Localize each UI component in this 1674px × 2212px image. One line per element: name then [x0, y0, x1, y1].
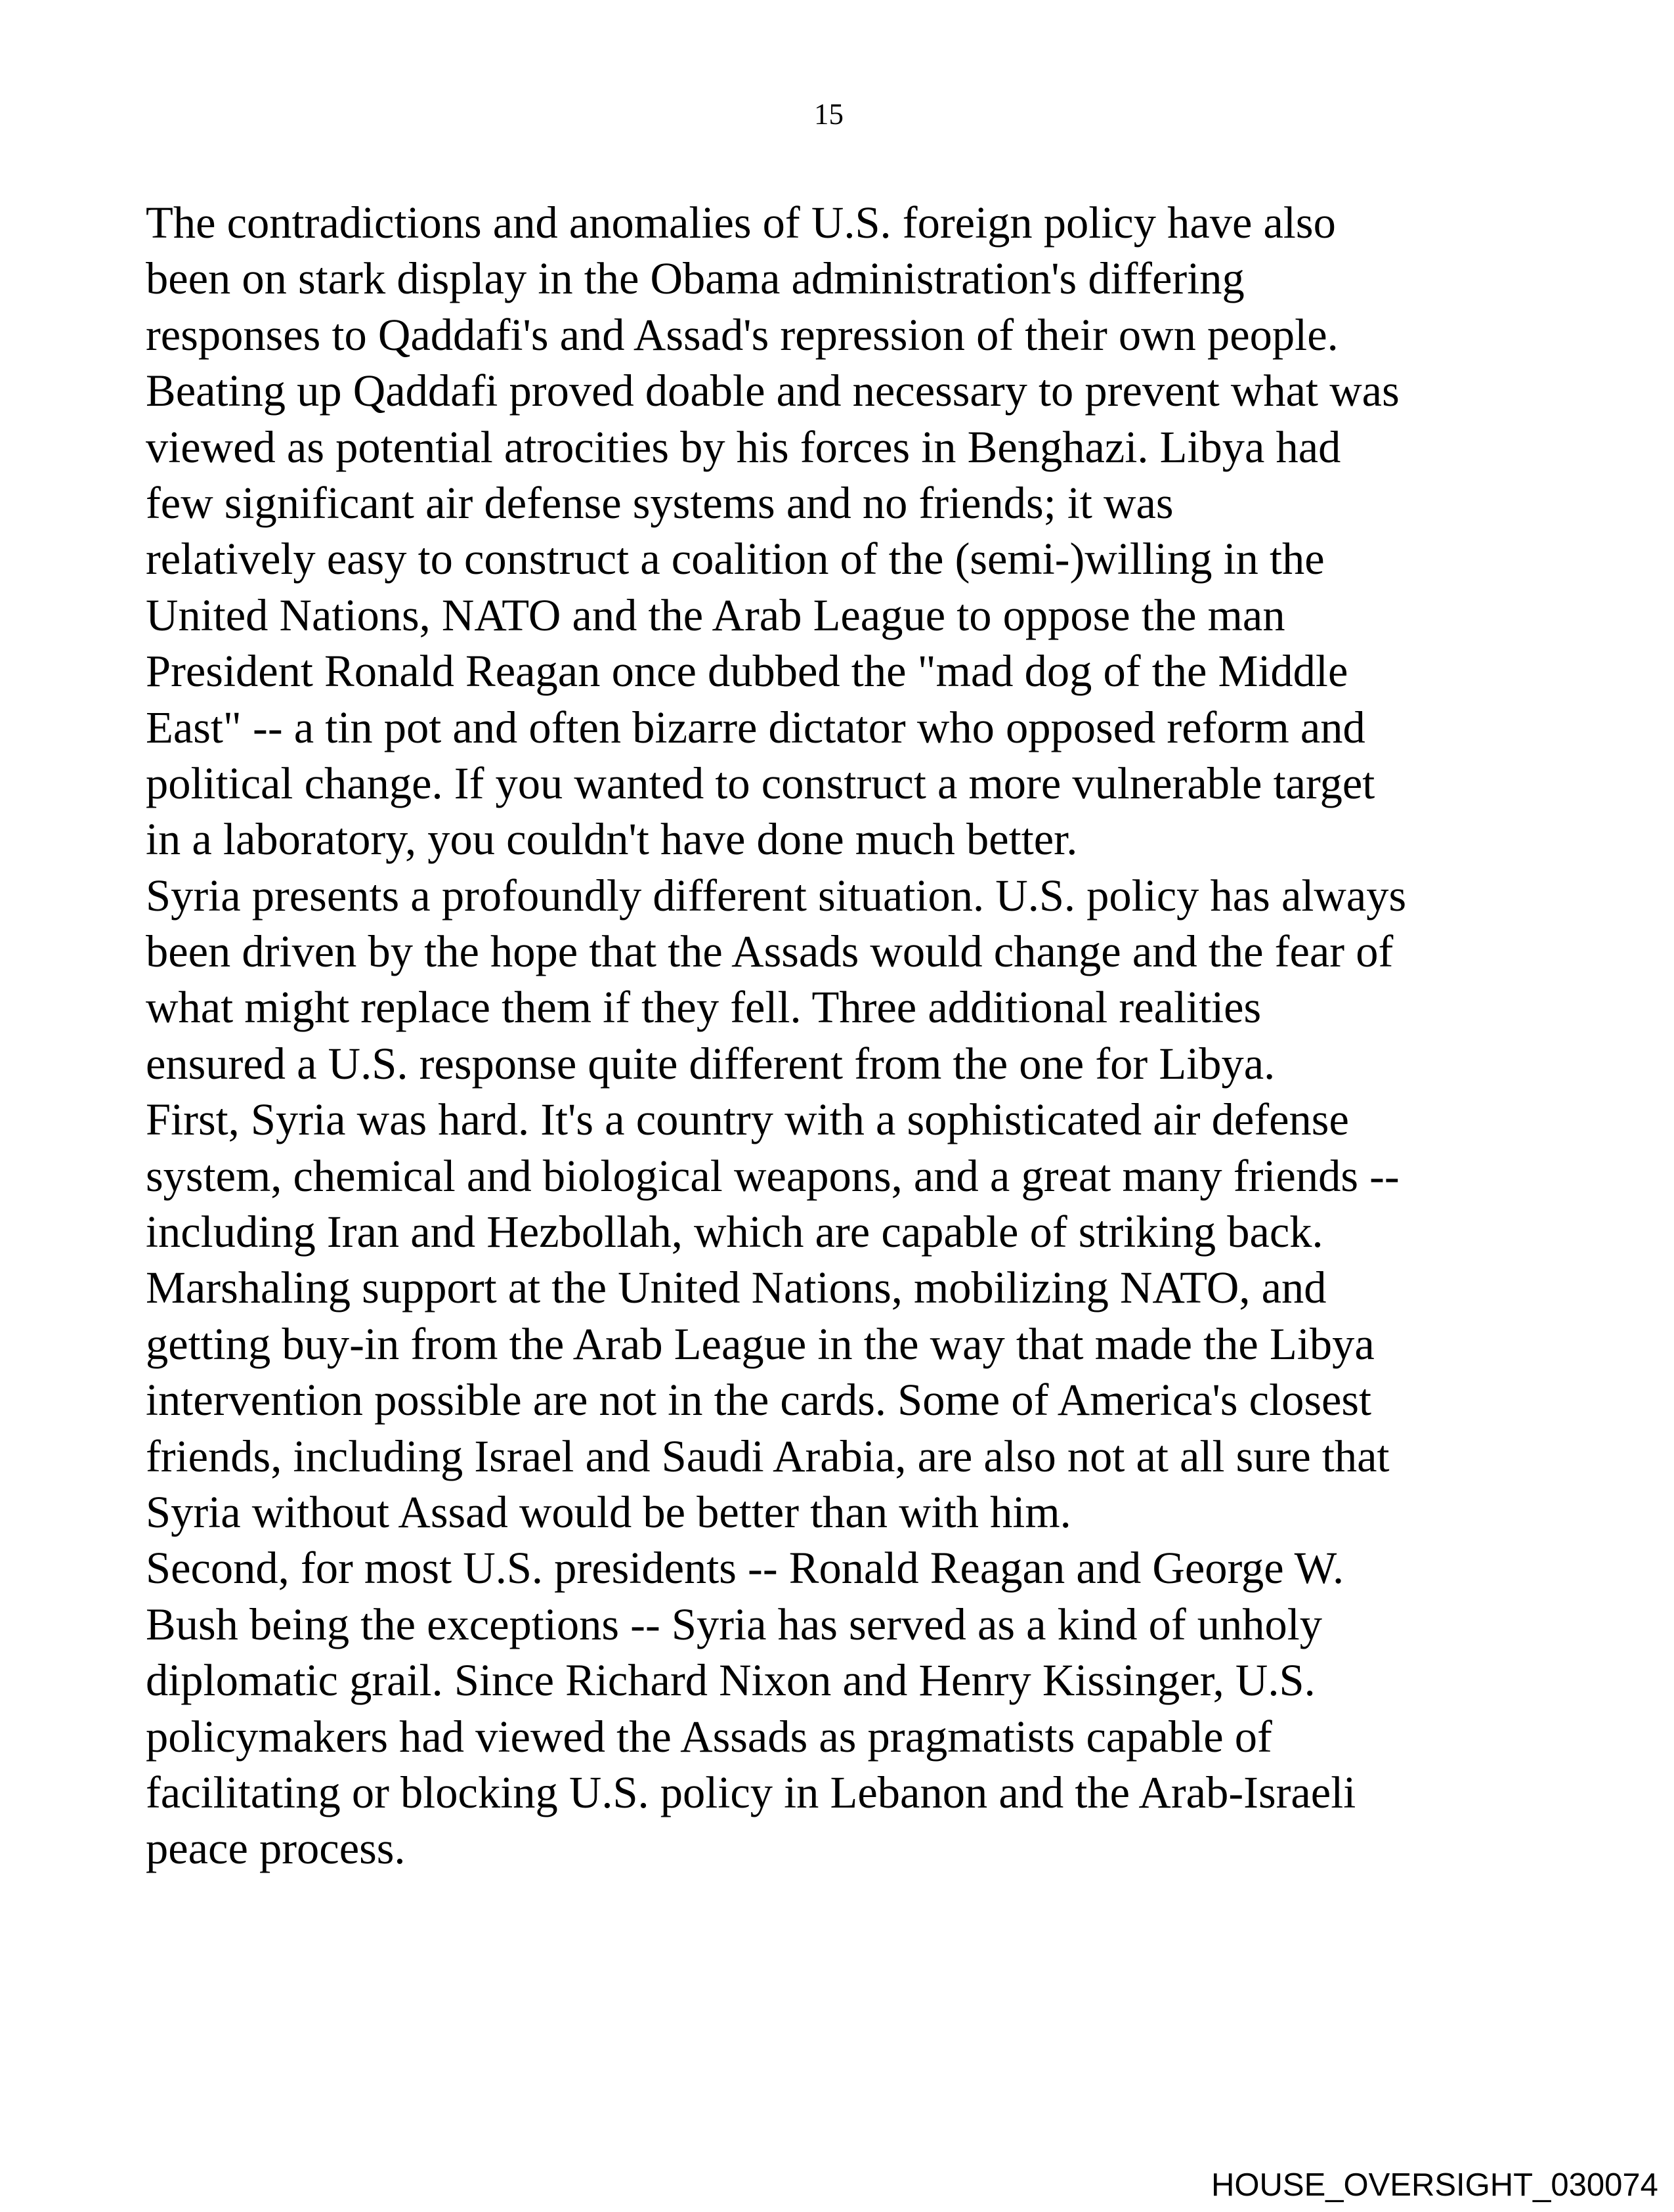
text-line: ensured a U.S. response quite different from the one for Libya.	[146, 1038, 1276, 1089]
text-line: what might replace them if they fell. Three additional realities	[146, 982, 1262, 1033]
text-line: including Iran and Hezbollah, which are capable of striking back.	[146, 1207, 1323, 1257]
text-line: been on stark display in the Obama administration's differing	[146, 253, 1245, 304]
text-line: peace process.	[146, 1823, 406, 1874]
text-line: system, chemical and biological weapons, and a great many friends --	[146, 1150, 1400, 1201]
text-line: First, Syria was hard. It's a country with a sophisticated air defense	[146, 1095, 1349, 1145]
text-line: been driven by the hope that the Assads would change and the fear of	[146, 926, 1394, 977]
bates-stamp: HOUSE_OVERSIGHT_030074	[1211, 2167, 1658, 2203]
body-text	[146, 195, 1406, 1877]
text-line: policymakers had viewed the Assads as pragmatists capable of	[146, 1711, 1272, 1762]
text-line: in a laboratory, you couldn't have done much better.	[146, 814, 1078, 865]
text-line: Marshaling support at the United Nations, mobilizing NATO, and	[146, 1263, 1327, 1313]
text-line: The contradictions and anomalies of U.S. foreign policy have also	[146, 198, 1336, 248]
text-line: facilitating or blocking U.S. policy in Lebanon and the Arab-Israeli	[146, 1767, 1356, 1817]
text-line: Bush being the exceptions -- Syria has served as a kind of unholy	[146, 1599, 1323, 1649]
text-line: President Ronald Reagan once dubbed the "mad dog of the Middle	[146, 646, 1348, 697]
text-line: getting buy-in from the Arab League in the way that made the Libya	[146, 1318, 1375, 1369]
text-line: Syria presents a profoundly different situation. U.S. policy has always	[146, 870, 1407, 921]
page-number: 15	[814, 98, 844, 131]
text-line: political change. If you wanted to construct a more vulnerable target	[146, 758, 1375, 808]
text-line: Second, for most U.S. presidents -- Ronald Reagan and George W.	[146, 1543, 1344, 1594]
text-line: intervention possible are not in the cards. Some of America's closest	[146, 1375, 1372, 1425]
text-line: East" -- a tin pot and often bizarre dictator who opposed reform and	[146, 702, 1365, 752]
text-line: friends, including Israel and Saudi Arabia, are also not at all sure that	[146, 1431, 1390, 1481]
text-line: diplomatic grail. Since Richard Nixon and Henry Kissinger, U.S.	[146, 1655, 1316, 1706]
text-line: few significant air defense systems and no friends; it was	[146, 477, 1174, 528]
text-line: relatively easy to construct a coalition of the (semi-)willing in the	[146, 534, 1325, 584]
text-line: Syria without Assad would be better than with him.	[146, 1486, 1071, 1537]
text-line: responses to Qaddafi's and Assad's repression of their own people.	[146, 309, 1339, 360]
text-line: viewed as potential atrocities by his forces in Benghazi. Libya had	[146, 422, 1341, 472]
text-line: Beating up Qaddafi proved doable and necessary to prevent what was	[146, 366, 1400, 416]
text-line: United Nations, NATO and the Arab League to oppose the man	[146, 590, 1285, 640]
